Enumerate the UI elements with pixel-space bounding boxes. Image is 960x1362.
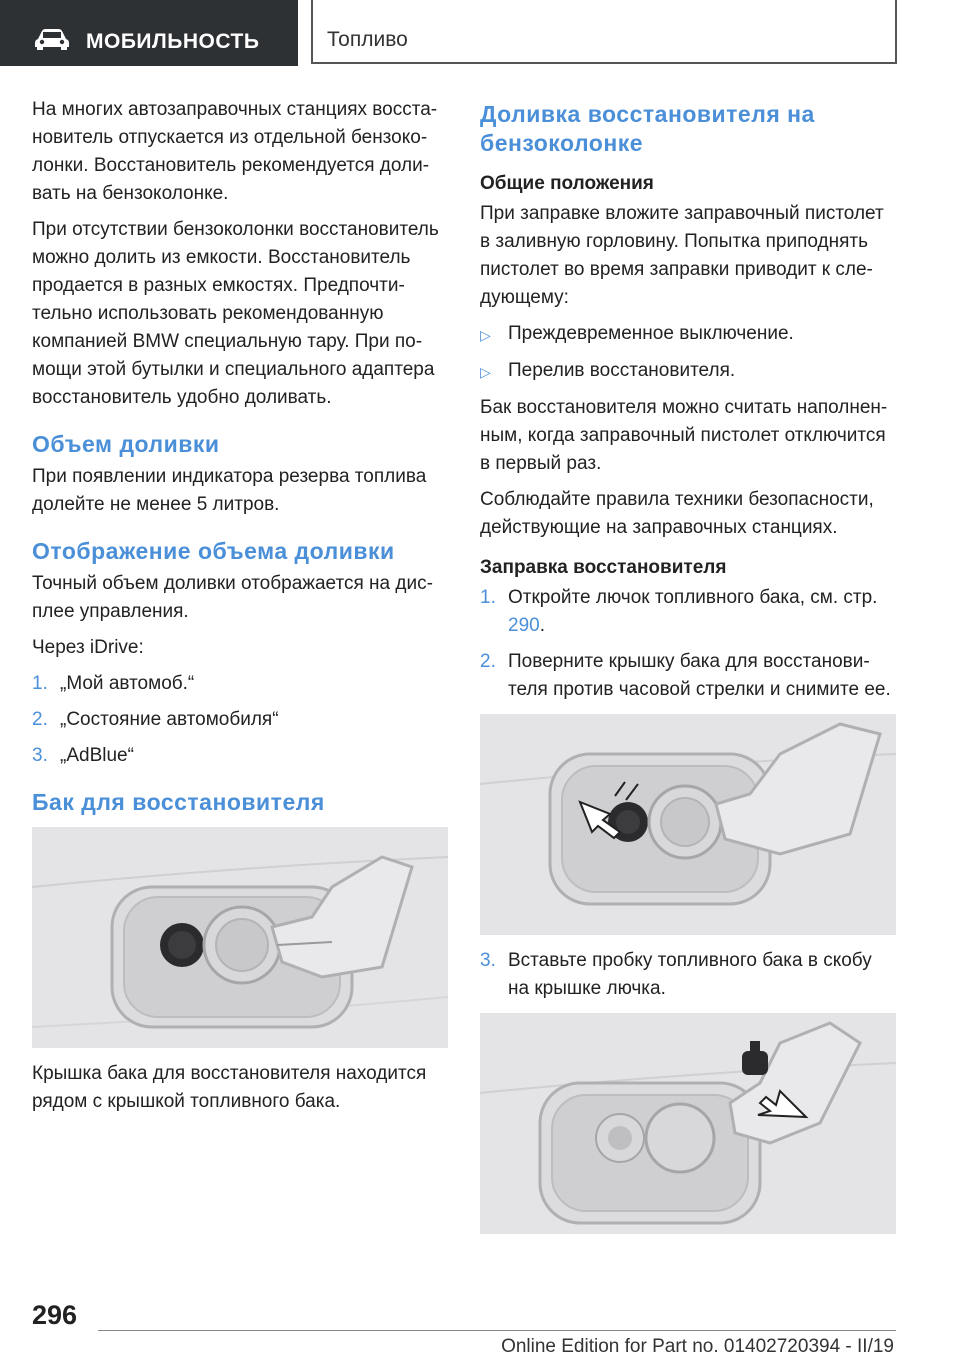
intro-paragraph-1: На многих автозаправочных станциях восста-новитель отпускается из отдельной бензоко-лонки. Восстановитель рекомендуется доли-вать на бензоколонке. [32,99,438,204]
step-text: „AdBlue“ [60,745,134,766]
bullet-text: Перелив восстановителя. [508,360,736,381]
section-title: МОБИЛЬНОСТЬ [86,30,260,53]
step-1-text: Откройте лючок топливного бака, см. стр. [508,587,878,608]
general-text: При заправке вложите заправочный пистолет в заливную горловину. Попытка приподнять пистолет во время заправки приводит к сле-дующему: [480,203,884,308]
section-tab [0,0,298,66]
volume-text: При появлении индикатора резерва топлива долейте не менее 5 литров. [32,466,427,515]
list-item [480,947,896,1003]
tank-caption: Крышка бака для восстановителя находится рядом с крышкой топливного бака. [32,1063,427,1112]
consequence-list [480,320,896,386]
fill-steps-continued [480,947,896,1003]
triangle-bullet-icon: ▷ [480,364,491,380]
tank-heading: Бак для восстановителя [32,789,325,815]
car-icon [34,27,70,51]
step-number: 1. [32,673,48,694]
cap-insertion-illustration [480,1013,896,1234]
display-text: Точный объем доливки отображается на дис-плее управления. [32,573,433,622]
step-text: „Состояние автомобиля“ [60,709,279,730]
fill-heading: Заправка восстановителя [480,557,727,578]
right-column [480,96,896,1246]
edition-text: Online Edition for Part no. 01402720394 - II/19 [501,1336,894,1357]
step-number: 2. [32,709,48,730]
step-text: „Мой автомоб.“ [60,673,195,694]
triangle-bullet-icon: ▷ [480,327,491,343]
step-number: 1. [480,587,496,608]
chapter-title: Топливо [327,28,408,51]
idrive-steps [32,670,452,770]
refill-heading: Доливка восстановителя на бензоколонке [480,101,815,156]
step-number: 3. [480,950,496,971]
volume-heading: Объем доливки [32,431,220,457]
step-number: 3. [32,745,48,766]
step-text [508,584,896,640]
intro-paragraph-2: При отсутствии бензоколонки восстановитель можно долить из емкости. Восстановитель продается в разных емкостях. Предпочти-тельно использовать рекомендованную компанией BMW специальную тару. При по-мощи этой бутылки и специального адаптера восстановитель удобно доливать. [32,219,439,408]
step-text: Вставьте пробку топливного бака в скобу на крышке лючка. [508,950,872,999]
page-number: 296 [32,1300,78,1330]
footer-divider [98,1330,896,1331]
step-text: Поверните крышку бака для восстанови-теля против часовой стрелки и снимите ее. [508,651,891,700]
chapter-header [311,0,897,64]
list-item [480,320,896,349]
fill-steps [480,584,896,704]
full-text: Бак восстановителя можно считать наполнен-ным, когда заправочный пистолет отключится в первый раз. [480,397,888,474]
list-item [32,706,452,734]
step-1-end: . [539,615,545,636]
cap-removal-illustration [480,714,896,935]
tank-cap-illustration [32,827,448,1048]
step-number: 2. [480,651,496,672]
page-link[interactable]: 290 [508,615,540,636]
left-column [32,96,452,1124]
list-item [32,670,452,698]
bullet-text: Преждевременное выключение. [508,323,794,344]
list-item [480,648,896,704]
list-item [32,742,452,770]
list-item [480,584,896,640]
list-item [480,357,896,386]
safety-text: Соблюдайте правила техники безопасности, действующие на заправочных станциях. [480,489,874,538]
idrive-text: Через iDrive: [32,637,144,658]
general-heading: Общие положения [480,173,654,194]
display-heading: Отображение объема доливки [32,538,395,564]
